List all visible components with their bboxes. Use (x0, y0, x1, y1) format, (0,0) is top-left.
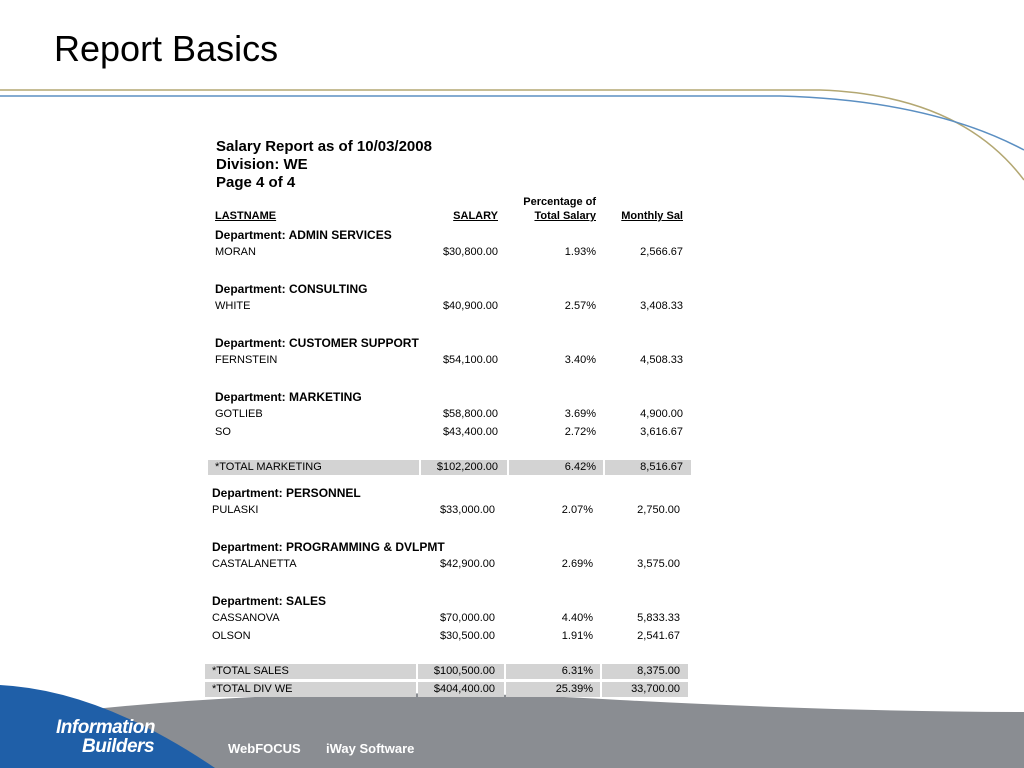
row-salary: $42,900.00 (439, 558, 495, 570)
total-name: *TOTAL SALES (212, 665, 289, 677)
row-salary: $30,500.00 (439, 630, 495, 642)
total-name: *TOTAL DIV WE (212, 683, 293, 695)
total-name: *TOTAL MARKETING (215, 461, 322, 473)
dept-label: Department: SALES (212, 594, 327, 608)
report-page: Page 4 of 4 (216, 174, 296, 191)
header-pct-line2: Total Salary (534, 210, 596, 222)
row-salary: $40,900.00 (442, 300, 498, 312)
logo-line1: Information (56, 717, 155, 738)
row-pct: 2.72% (564, 426, 596, 438)
row-monthly: 5,833.33 (637, 612, 680, 624)
row-salary: $30,800.00 (442, 246, 498, 258)
row-name: CASTALANETTA (212, 558, 297, 570)
dept-label: Department: CUSTOMER SUPPORT (215, 336, 419, 350)
logo-line2: Builders (82, 736, 155, 757)
row-pct: 2.69% (561, 558, 593, 570)
row-monthly: 4,508.33 (640, 354, 683, 366)
row-monthly: 4,900.00 (640, 408, 683, 420)
row-monthly: 2,541.67 (637, 630, 680, 642)
total-monthly: 8,516.67 (640, 461, 683, 473)
header-lastname: LASTNAME (215, 210, 277, 222)
total-monthly: 33,700.00 (631, 683, 680, 695)
total-pct: 6.31% (561, 665, 593, 677)
row-monthly: 3,408.33 (640, 300, 683, 312)
row-pct: 2.07% (561, 504, 593, 516)
row-monthly: 3,575.00 (637, 558, 680, 570)
row-pct: 3.40% (564, 354, 596, 366)
dept-label: Department: MARKETING (215, 390, 362, 404)
row-pct: 1.91% (561, 630, 593, 642)
dept-label: Department: PROGRAMMING & DVLPMT (212, 540, 445, 554)
row-name: WHITE (215, 300, 251, 312)
slide-title: Report Basics (54, 28, 279, 69)
total-pct: 25.39% (555, 683, 593, 695)
header-salary: SALARY (453, 210, 498, 222)
row-name: GOTLIEB (215, 408, 263, 420)
row-monthly: 3,616.67 (640, 426, 683, 438)
row-salary: $43,400.00 (442, 426, 498, 438)
row-name: FERNSTEIN (215, 354, 278, 366)
row-name: CASSANOVA (212, 612, 280, 624)
row-pct: 2.57% (564, 300, 596, 312)
product-webfocus: WebFOCUS (228, 741, 301, 756)
report-division: Division: WE (216, 156, 308, 173)
total-salary: $100,500.00 (433, 665, 495, 677)
row-name: PULASKI (212, 504, 259, 516)
dept-label: Department: ADMIN SERVICES (215, 228, 392, 242)
dept-label: Department: CONSULTING (215, 282, 368, 296)
row-monthly: 2,566.67 (640, 246, 683, 258)
information-builders-logo (56, 718, 155, 756)
row-salary: $58,800.00 (442, 408, 498, 420)
row-salary: $33,000.00 (439, 504, 495, 516)
row-name: SO (215, 426, 231, 438)
row-salary: $54,100.00 (442, 354, 498, 366)
header-monthly: Monthly Sal (621, 210, 683, 222)
total-salary: $102,200.00 (436, 461, 498, 473)
row-monthly: 2,750.00 (637, 504, 680, 516)
row-name: MORAN (215, 246, 256, 258)
row-salary: $70,000.00 (439, 612, 495, 624)
total-salary: $404,400.00 (433, 683, 495, 695)
dept-label: Department: PERSONNEL (212, 486, 361, 500)
row-name: OLSON (212, 630, 251, 642)
report-title: Salary Report as of 10/03/2008 (216, 138, 432, 155)
total-monthly: 8,375.00 (637, 665, 680, 677)
header-pct-line1: Percentage of (523, 196, 596, 208)
row-pct: 3.69% (564, 408, 596, 420)
row-pct: 1.93% (564, 246, 596, 258)
total-pct: 6.42% (564, 461, 596, 473)
row-pct: 4.40% (561, 612, 593, 624)
product-iway: iWay Software (326, 741, 415, 756)
